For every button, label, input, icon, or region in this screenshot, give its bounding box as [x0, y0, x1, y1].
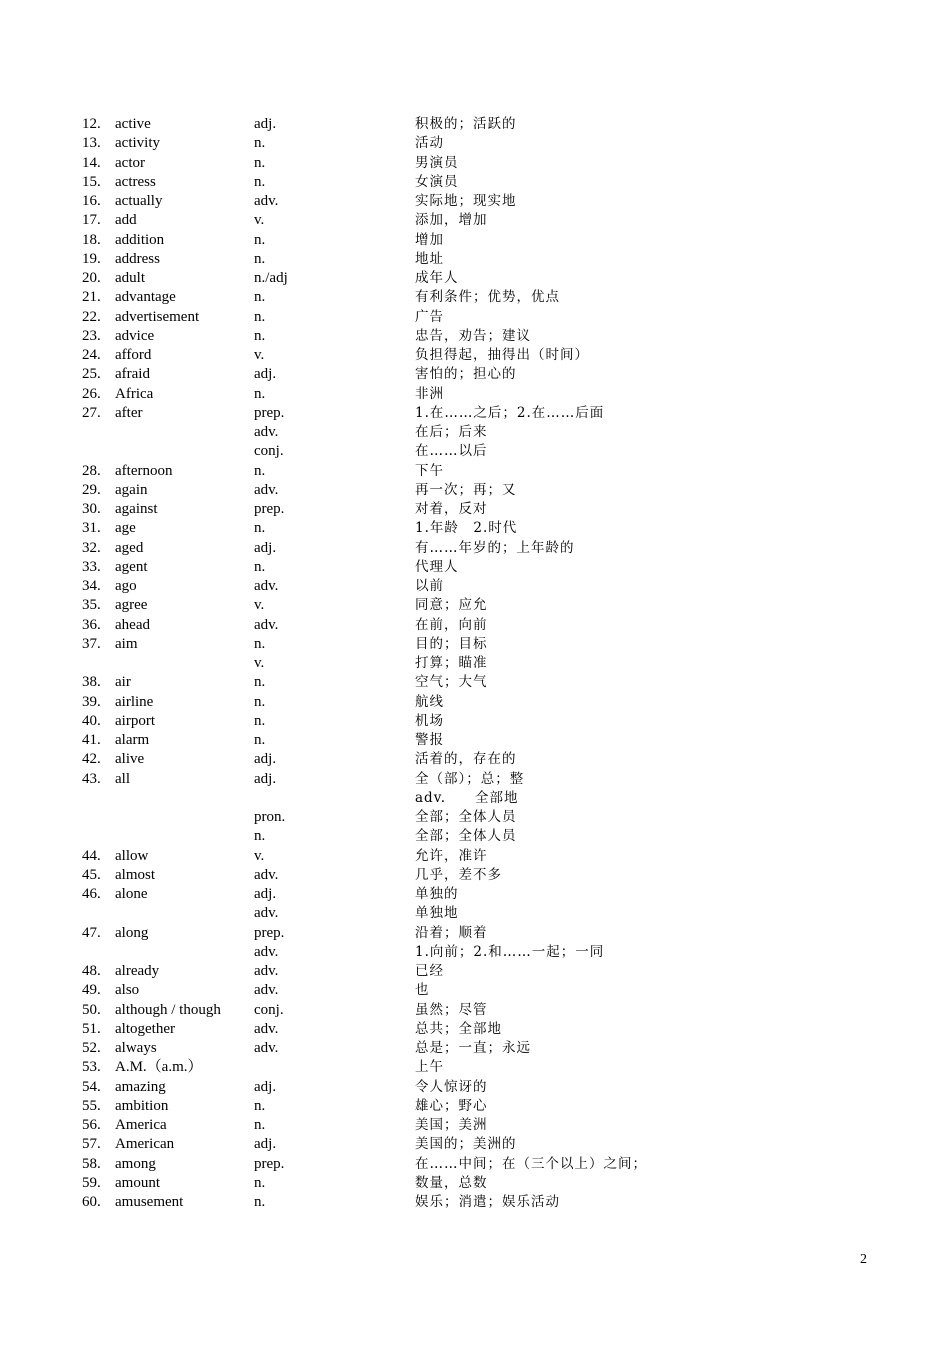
entry-part-of-speech: conj. [254, 443, 284, 460]
entry-word: allow [115, 847, 149, 864]
entry-meaning: 积极的；活跃的 [415, 116, 517, 132]
entry-meaning: 以前 [415, 578, 444, 594]
entry-meaning: adv. 全部地 [415, 789, 519, 806]
entry-part-of-speech: adj. [254, 366, 277, 383]
entry-number: 21. [82, 289, 101, 306]
entry-part-of-speech: n. [254, 712, 266, 729]
entry-meaning: 代理人 [415, 558, 459, 575]
entry-word: advertisement [115, 308, 200, 325]
entry-part-of-speech: adj. [254, 886, 277, 902]
entry-part-of-speech: n. [254, 558, 266, 575]
entry-number: 57. [82, 1136, 101, 1153]
entry-part-of-speech: v. [254, 347, 265, 363]
entry-meaning: 害怕的；担心的 [415, 366, 517, 383]
entry-part-of-speech: adj. [254, 751, 277, 768]
vocab-entry [0, 346, 950, 365]
entry-number: 30. [82, 501, 101, 517]
vocab-entry [0, 596, 950, 615]
entry-part-of-speech: n. [254, 385, 266, 402]
vocab-entry [0, 712, 950, 731]
entry-word: advantage [115, 289, 176, 306]
entry-number: 37. [82, 635, 101, 652]
entry-word: adult [115, 270, 145, 286]
entry-meaning: 在……中间；在（三个以上）之间； [415, 1155, 647, 1172]
entry-part-of-speech: n. [254, 732, 266, 748]
entry-meaning: 虽然；尽管 [415, 1001, 488, 1018]
vocab-entry [0, 1078, 950, 1097]
entry-word: alone [115, 886, 148, 902]
entry-word: America [115, 1117, 167, 1133]
entry-number: 59. [82, 1174, 101, 1191]
entry-number: 18. [82, 231, 101, 248]
vocab-entry [0, 250, 950, 269]
entry-meaning: 上午 [415, 1059, 444, 1076]
entry-part-of-speech: adj. [254, 1136, 277, 1153]
entry-part-of-speech: adj. [254, 116, 277, 132]
vocab-entry [0, 847, 950, 866]
entry-word: although / though [115, 1001, 221, 1018]
entry-number: 12. [82, 116, 101, 132]
entry-part-of-speech: n. [254, 1097, 266, 1114]
entry-meaning: 在前，向前 [415, 616, 488, 633]
entry-part-of-speech: conj. [254, 1001, 284, 1018]
entry-part-of-speech: n. [254, 462, 266, 479]
entry-meaning: 下午 [415, 462, 444, 479]
entry-number: 39. [82, 693, 101, 710]
vocab-entry [0, 962, 950, 981]
entry-part-of-speech: n. [254, 1117, 266, 1133]
entry-number: 23. [82, 327, 101, 344]
vocab-entry [0, 173, 950, 192]
vocab-entry [0, 673, 950, 692]
entry-number: 32. [82, 539, 101, 556]
entry-number: 60. [82, 1194, 101, 1210]
entry-meaning: 机场 [415, 712, 444, 729]
vocab-entry [0, 654, 950, 673]
entry-meaning: 1.年龄 2.时代 [415, 520, 518, 537]
vocab-entry [0, 1058, 950, 1077]
vocab-entry [0, 385, 950, 404]
vocab-entry [0, 442, 950, 461]
entry-word: age [115, 520, 136, 537]
entry-meaning: 增加 [415, 231, 444, 248]
entry-word: actress [115, 173, 156, 190]
entry-meaning: 总共；全部地 [415, 1020, 502, 1037]
vocab-entry [0, 539, 950, 558]
entry-part-of-speech: v. [254, 847, 265, 864]
entry-part-of-speech: n. [254, 327, 266, 344]
entry-word: agree [115, 597, 148, 614]
entry-word: almost [115, 866, 155, 883]
entry-part-of-speech: adj. [254, 770, 277, 787]
entry-word: ambition [115, 1097, 169, 1114]
entry-part-of-speech: v. [254, 597, 265, 614]
vocab-entry [0, 558, 950, 577]
entry-meaning: 警报 [415, 732, 444, 748]
entry-word: afternoon [115, 462, 173, 479]
entry-word: actually [115, 193, 163, 209]
entry-part-of-speech: v. [254, 212, 265, 229]
vocab-entry [0, 1001, 950, 1020]
entry-word: aim [115, 635, 138, 652]
vocab-entry [0, 1193, 950, 1212]
vocab-entry [0, 500, 950, 519]
entry-word: always [115, 1040, 157, 1056]
entry-part-of-speech: prep. [254, 924, 285, 941]
entry-word: among [115, 1155, 156, 1172]
vocab-entry [0, 308, 950, 327]
vocab-entry [0, 1020, 950, 1039]
entry-meaning: 广告 [415, 308, 444, 325]
entry-meaning: 数量，总数 [415, 1174, 488, 1191]
entry-part-of-speech: v. [254, 655, 265, 671]
entry-word: Africa [115, 385, 154, 402]
entry-word: amazing [115, 1078, 166, 1095]
vocab-entry [0, 115, 950, 134]
entry-part-of-speech: adv. [254, 1020, 279, 1037]
vocab-entry [0, 404, 950, 423]
entry-part-of-speech: prep. [254, 1155, 285, 1172]
entry-word: actor [115, 154, 145, 171]
vocab-entry [0, 616, 950, 635]
entry-word: address [115, 250, 160, 267]
vocab-entry [0, 288, 950, 307]
entry-meaning: 女演员 [415, 173, 459, 190]
entry-number: 45. [82, 866, 101, 883]
entry-meaning: 有……年岁的；上年龄的 [415, 539, 575, 556]
entry-part-of-speech: n. [254, 828, 266, 845]
entry-word: all [115, 770, 130, 787]
entry-word: afraid [115, 366, 150, 383]
entry-number: 44. [82, 847, 101, 864]
entry-number: 14. [82, 154, 101, 171]
entry-meaning: 地址 [415, 250, 444, 267]
entry-word: again [115, 481, 148, 498]
entry-part-of-speech: adj. [254, 539, 277, 556]
vocab-entry [0, 231, 950, 250]
entry-number: 47. [82, 924, 101, 941]
vocab-entry [0, 789, 950, 808]
entry-meaning: 娱乐；消遣；娱乐活动 [415, 1194, 560, 1210]
entry-meaning: 允许，准许 [415, 847, 488, 864]
entry-part-of-speech: n. [254, 308, 266, 325]
entry-meaning: 全部；全体人员 [415, 828, 517, 845]
entry-meaning: 打算；瞄准 [415, 655, 488, 671]
entry-number: 49. [82, 982, 101, 999]
entry-part-of-speech: n. [254, 250, 266, 267]
entry-number: 55. [82, 1097, 101, 1114]
vocab-entry [0, 770, 950, 789]
entry-meaning: 几乎，差不多 [415, 866, 502, 883]
entry-word: along [115, 924, 149, 941]
entry-meaning: 令人惊讶的 [415, 1078, 488, 1095]
entry-part-of-speech: adv. [254, 616, 279, 633]
entry-part-of-speech: n. [254, 1174, 266, 1191]
entry-meaning: 成年人 [415, 270, 459, 286]
entry-meaning: 美国；美洲 [415, 1117, 488, 1133]
vocab-entry [0, 1174, 950, 1193]
entry-word: alarm [115, 732, 150, 748]
vocab-entry [0, 904, 950, 923]
entry-meaning: 已经 [415, 963, 444, 979]
entry-number: 27. [82, 404, 101, 421]
vocabulary-list [0, 115, 950, 1212]
entry-part-of-speech: adv. [254, 866, 279, 883]
entry-part-of-speech: n. [254, 289, 266, 306]
entry-part-of-speech: n. [254, 231, 266, 248]
entry-meaning: 美国的；美洲的 [415, 1136, 517, 1153]
entry-number: 34. [82, 578, 101, 594]
entry-number: 51. [82, 1020, 101, 1037]
entry-part-of-speech: adv. [254, 963, 279, 979]
entry-word: advice [115, 327, 155, 344]
entry-number: 17. [82, 212, 101, 229]
entry-number: 35. [82, 597, 101, 614]
entry-number: 56. [82, 1117, 101, 1133]
entry-number: 53. [82, 1059, 101, 1076]
vocab-entry [0, 423, 950, 442]
entry-number: 13. [82, 135, 101, 152]
entry-part-of-speech: prep. [254, 404, 285, 421]
vocab-entry [0, 693, 950, 712]
entry-meaning: 雄心；野心 [415, 1097, 488, 1114]
entry-meaning: 总是；一直；永远 [415, 1040, 531, 1056]
entry-word: afford [115, 347, 152, 363]
entry-part-of-speech: n. [254, 173, 266, 190]
vocab-entry [0, 462, 950, 481]
entry-part-of-speech: n. [254, 674, 266, 691]
entry-word: agent [115, 558, 148, 575]
entry-word: against [115, 501, 158, 517]
entry-part-of-speech: adv. [254, 193, 279, 209]
entry-number: 16. [82, 193, 101, 209]
entry-number: 20. [82, 270, 101, 286]
entry-meaning: 沿着；顺着 [415, 924, 488, 941]
entry-meaning: 再一次；再；又 [415, 481, 517, 498]
entry-number: 33. [82, 558, 101, 575]
entry-meaning: 忠告，劝告；建议 [415, 327, 531, 344]
entry-number: 28. [82, 462, 101, 479]
vocab-entry [0, 731, 950, 750]
entry-word: A.M.（a.m.） [115, 1059, 203, 1076]
entry-part-of-speech: n. [254, 635, 266, 652]
entry-number: 58. [82, 1155, 101, 1172]
entry-number: 25. [82, 366, 101, 383]
entry-meaning: 男演员 [415, 154, 459, 171]
entry-word: already [115, 963, 160, 979]
vocab-entry [0, 1097, 950, 1116]
entry-part-of-speech: adv. [254, 982, 279, 999]
vocab-entry [0, 269, 950, 288]
entry-number: 52. [82, 1040, 101, 1056]
entry-part-of-speech: n. [254, 693, 266, 710]
entry-meaning: 活动 [415, 135, 444, 152]
entry-number: 31. [82, 520, 101, 537]
entry-part-of-speech: n. [254, 1194, 266, 1210]
entry-word: amusement [115, 1194, 184, 1210]
entry-meaning: 1.在……之后；2.在……后面 [415, 404, 605, 421]
entry-meaning: 航线 [415, 693, 444, 710]
vocab-entry [0, 1135, 950, 1154]
entry-word: ago [115, 578, 137, 594]
entry-word: activity [115, 135, 160, 152]
vocab-entry [0, 481, 950, 500]
vocab-entry [0, 866, 950, 885]
vocab-entry [0, 1039, 950, 1058]
entry-meaning: 活着的，存在的 [415, 751, 517, 768]
entry-number: 15. [82, 173, 101, 190]
entry-number: 41. [82, 732, 101, 748]
vocab-entry [0, 327, 950, 346]
vocab-entry [0, 808, 950, 827]
entry-part-of-speech: adv. [254, 1040, 279, 1056]
entry-word: amount [115, 1174, 160, 1191]
entry-part-of-speech: prep. [254, 501, 285, 517]
entry-part-of-speech: adv. [254, 943, 279, 960]
entry-meaning: 对着，反对 [415, 501, 488, 517]
vocab-entry [0, 1155, 950, 1174]
entry-number: 26. [82, 385, 101, 402]
entry-number: 40. [82, 712, 101, 729]
entry-word: airport [115, 712, 155, 729]
entry-part-of-speech: adv. [254, 481, 279, 498]
entry-part-of-speech: adv. [254, 578, 279, 594]
vocab-entry [0, 519, 950, 538]
vocab-entry [0, 885, 950, 904]
entry-meaning: 非洲 [415, 385, 444, 402]
entry-meaning: 在后；后来 [415, 424, 488, 440]
entry-word: addition [115, 231, 165, 248]
entry-word: add [115, 212, 137, 229]
entry-meaning: 1.向前；2.和……一起；一同 [415, 943, 605, 960]
entry-meaning: 全（部）；总；整 [415, 770, 525, 787]
entry-number: 46. [82, 886, 101, 902]
entry-meaning: 有利条件；优势，优点 [415, 289, 560, 306]
vocab-entry [0, 192, 950, 211]
entry-part-of-speech: n. [254, 520, 266, 537]
vocab-entry [0, 943, 950, 962]
vocab-entry [0, 577, 950, 596]
vocab-entry [0, 211, 950, 230]
entry-meaning: 全部；全体人员 [415, 809, 517, 825]
entry-word: after [115, 404, 143, 421]
vocab-entry [0, 635, 950, 654]
entry-number: 22. [82, 308, 101, 325]
entry-number: 43. [82, 770, 101, 787]
entry-meaning: 空气；大气 [415, 674, 488, 691]
entry-part-of-speech: adj. [254, 1078, 277, 1095]
entry-word: aged [115, 539, 144, 556]
entry-number: 48. [82, 963, 101, 979]
entry-meaning: 也 [415, 982, 430, 999]
entry-number: 38. [82, 674, 101, 691]
entry-number: 29. [82, 481, 101, 498]
entry-word: air [115, 674, 131, 691]
entry-meaning: 单独的 [415, 886, 459, 902]
entry-meaning: 负担得起，抽得出（时间） [415, 347, 589, 363]
entry-part-of-speech: pron. [254, 809, 286, 825]
entry-meaning: 在……以后 [415, 443, 488, 460]
vocab-entry [0, 154, 950, 173]
vocab-entry [0, 365, 950, 384]
entry-word: alive [115, 751, 145, 768]
vocab-entry [0, 750, 950, 769]
vocab-entry [0, 827, 950, 846]
page-number: 2 [860, 1252, 867, 1267]
vocab-entry [0, 981, 950, 1000]
entry-number: 36. [82, 616, 101, 633]
entry-number: 19. [82, 250, 101, 267]
entry-number: 50. [82, 1001, 101, 1018]
entry-meaning: 实际地；现实地 [415, 193, 517, 209]
vocab-entry [0, 1116, 950, 1135]
entry-word: ahead [115, 616, 150, 633]
entry-word: altogether [115, 1020, 175, 1037]
entry-part-of-speech: n. [254, 135, 266, 152]
vocab-entry [0, 134, 950, 153]
entry-part-of-speech: adv. [254, 905, 279, 922]
entry-word: American [115, 1136, 175, 1153]
entry-word: airline [115, 693, 154, 710]
entry-word: also [115, 982, 140, 999]
entry-number: 42. [82, 751, 101, 768]
entry-part-of-speech: adv. [254, 424, 279, 440]
entry-part-of-speech: n./adj [254, 270, 288, 286]
entry-number: 24. [82, 347, 101, 363]
entry-part-of-speech: n. [254, 154, 266, 171]
entry-meaning: 添加，增加 [415, 212, 488, 229]
entry-meaning: 目的；目标 [415, 635, 488, 652]
entry-meaning: 单独地 [415, 905, 459, 922]
entry-word: active [115, 116, 151, 132]
entry-meaning: 同意；应允 [415, 597, 488, 614]
vocab-entry [0, 924, 950, 943]
entry-number: 54. [82, 1078, 101, 1095]
